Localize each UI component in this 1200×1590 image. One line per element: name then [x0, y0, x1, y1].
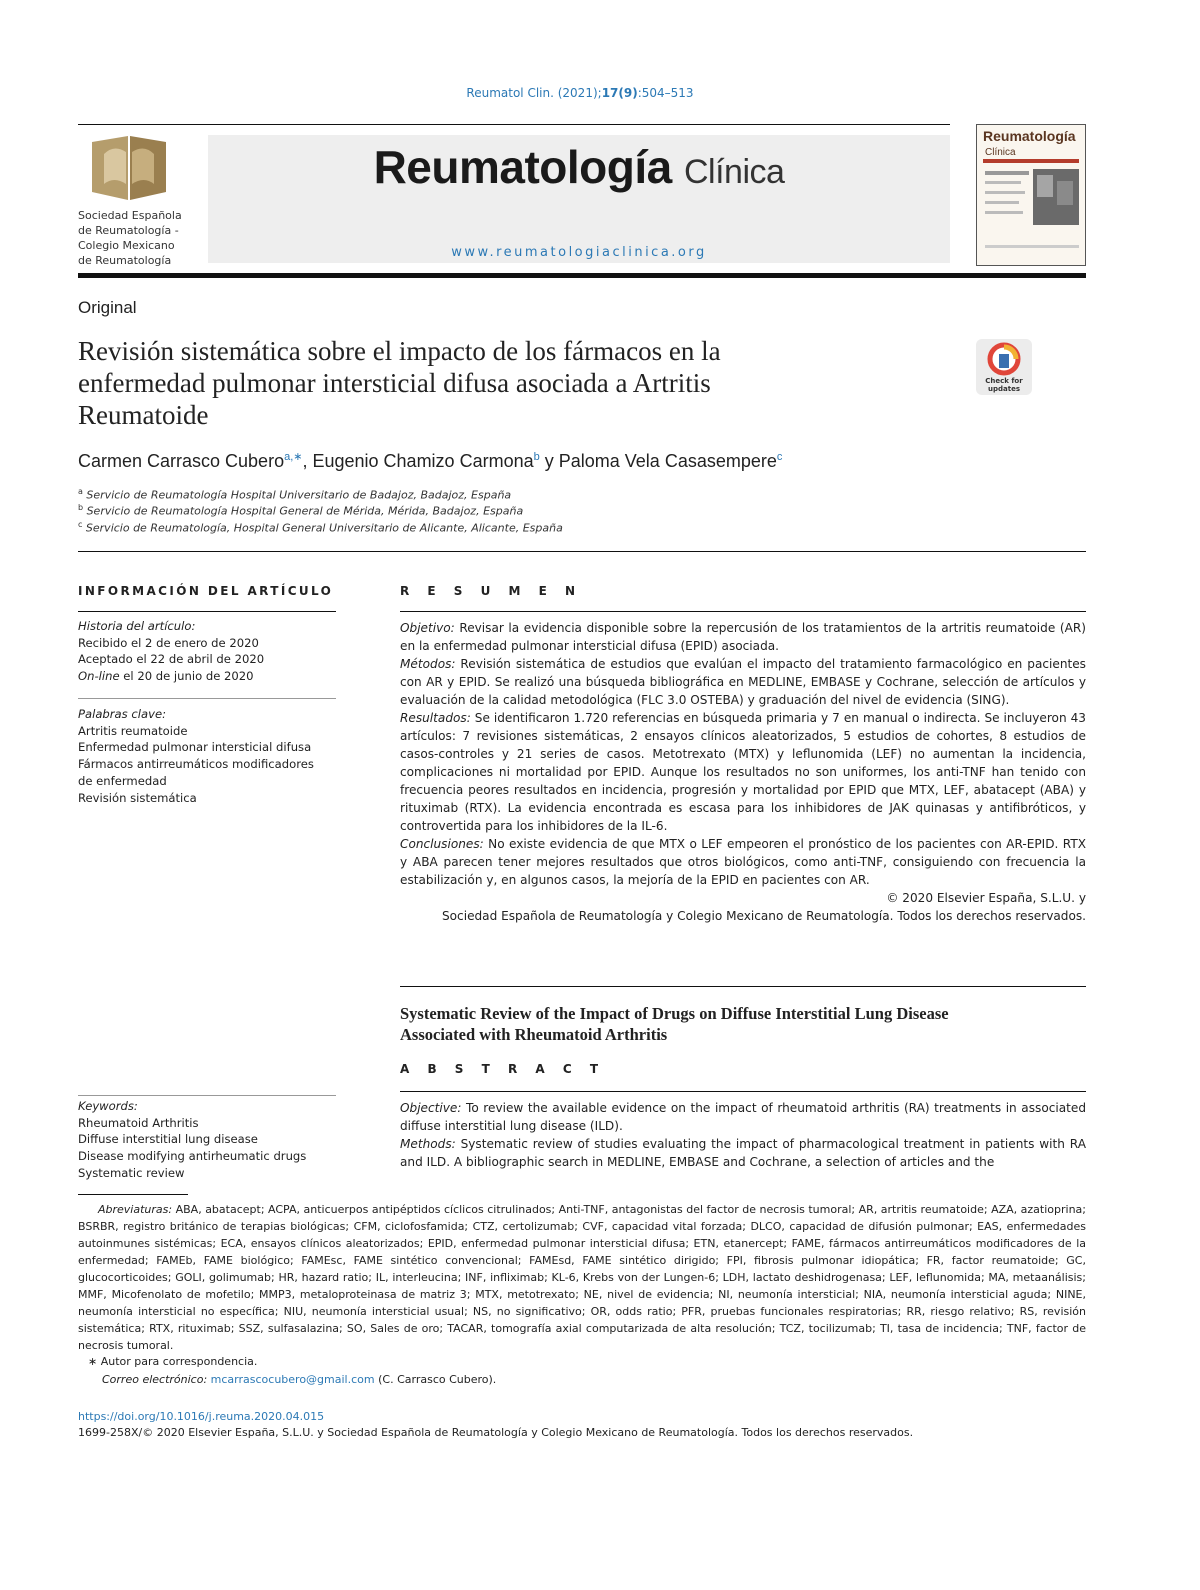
article-history: Historia del artículo: Recibido el 2 de enero de 2020 Aceptado el 22 de abril de 2020 On-line el 20 de junio de 2020 — [78, 619, 265, 684]
journal-cover-thumbnail[interactable]: Reumatología Clínica — [976, 124, 1086, 266]
author-list: Carmen Carrasco Cubero$^{a,∗}$, Eugenio Chamizo Carmona$^b$ y Paloma Vela Casasempere$^c$ — [78, 451, 783, 471]
keyword: Artritis reumatoide — [78, 723, 188, 738]
keyword: Rheumatoid Arthritis — [78, 1115, 199, 1130]
affiliation: $^b$ Servicio de Reumatología Hospital General de Mérida, Mérida, Badajoz, España — [78, 503, 524, 518]
affiliation: $^c$ Servicio de Reumatología, Hospital General Universitario de Alicante, Alicante, España — [78, 520, 563, 535]
abstract-heading: A B S T R A C T — [400, 1062, 606, 1076]
email-link[interactable]: mcarrascocubero@gmail.com — [210, 1373, 375, 1386]
affiliation: $^a$ Servicio de Reumatología Hospital Universitario de Badajoz, Badajoz, España — [78, 487, 512, 502]
keyword: Disease modifying antirheumatic drugs — [78, 1149, 307, 1164]
society-name: Sociedad Española de Reumatología - Colegio Mexicano de Reumatología — [78, 209, 182, 267]
author-name[interactable]: Eugenio Chamizo Carmona — [312, 451, 534, 471]
keyword: Revisión sistemática — [78, 790, 197, 805]
author-name[interactable]: Paloma Vela Casasempere — [558, 451, 777, 471]
journal-url-link[interactable]: www.reumatologiaclinica.org — [451, 245, 707, 260]
header-rule — [78, 124, 950, 125]
journal-title: Reumatología Clínica — [373, 141, 785, 193]
check-for-updates-button[interactable]: Check for updates — [976, 339, 1032, 395]
masthead-divider — [78, 273, 1086, 278]
issn-copyright: 1699-258X/© 2020 Elsevier España, S.L.U. y Sociedad Española de Reumatología y Colegio Mexicano de Reumatología. Todos los derechos reservados. — [78, 1426, 914, 1439]
email-note: Correo electrónico: mcarrascocubero@gmail.com (C. Carrasco Cubero). — [102, 1373, 497, 1386]
resumen-heading: R E S U M E N — [400, 584, 583, 598]
article-info-heading: INFORMACIÓN DEL ARTÍCULO — [78, 584, 334, 598]
journal-citation[interactable]: Reumatol Clin. (2021);17(9):504–513 — [466, 86, 694, 100]
keywords-es: Palabras clave: Artritis reumatoide Enfermedad pulmonar intersticial difusa Fármacos antirreumáticos modificadores de enfermedad Revisión sistemática — [78, 706, 340, 806]
keywords-en: Keywords: Rheumatoid Arthritis Diffuse interstitial lung disease Disease modifying antirheumatic drugs Systematic review — [78, 1098, 340, 1182]
article-title: Revisión sistemática sobre el impacto de los fármacos en la enfermedad pulmonar intersticial difusa asociada a Artritis Reumatoide — [78, 336, 721, 430]
abstract-body: Objective: To review the available evidence on the impact of rheumatoid arthritis (RA) treatments in associated diffuse interstitial lung disease (ILD). Methods: Systematic review of studies evaluating the impact of pharmacological treatment in patients with RA and ILD. A bibliographic search in MEDLINE, EMBASE and Cochrane, a selection of articles and the — [400, 1101, 1086, 1169]
society-logo-icon — [92, 136, 166, 200]
abbreviations-footnote: Abreviaturas: ABA, abatacept; ACPA, anticuerpos antipéptidos cíclicos citrulinados; Anti-TNF, antagonistas del factor de necrosis tumoral; AR, artritis reumatoide; AZA, azatioprina; BSRBR, registro británico de terapias biológicas; CFM, ciclofosfamida; CTZ, certolizumab; CVF, capacidad vital forzada; DLCO, capacidad de difusión pulmonar; EAS, enfermedades autoinmunes sistémicas; ECA, ensayos clínicos aleatorizados; EPID, enfermedad pulmonar intersticial difusa; ETN, etanercept; FAME, fármacos antirreumáticos modificadores de la enfermedad; FAMEb, FAME biológico; FAMEsc, FAME sintético convencional; FAMEsd, FAME sintético dirigido; FPI, fibrosis pulmonar idiopática; FR, factor reumatoide; GC, glucocorticoides; GOLI, golimumab; HR, hazard ratio; IL, interleucina; INF, infliximab; KL-6, Krebs von der Lungen-6; LDH, lactato deshidrogenasa; LEF, leflunomida; MA, metaanálisis; MMF, Micofenolato de mofetilo; MMP3, metaloproteinasa de matriz 3; MTX, metotrexato; NE, nivel de evidencia; NI, neumonía intersticial; NIA, neumonía intersticial aguda; NINE, neumonía intersticial no específica; NIU, neumonía intersticial usual; NS, no significativo; OR, odds ratio; PFR, pruebas funcionales respiratorias; RR, riesgo relativo; RS, revisión sistemática; RTX, rituximab; SSZ, sulfasalazina; SO, Sales de oro; TACAR, tomografía axial computarizada de alta resolución; TCZ, tocilizumab; TI, tasa de incidencia; TNF, factor de necrosis tumoral. — [78, 1203, 1086, 1352]
keyword: Enfermedad pulmonar intersticial difusa — [78, 740, 312, 755]
keyword: Diffuse interstitial lung disease — [78, 1132, 258, 1147]
keyword: Systematic review — [78, 1165, 185, 1180]
resumen-body: Objetivo: Revisar la evidencia disponible sobre la repercusión de los tratamientos de la artritis reumatoide (AR) en la enfermedad pulmonar intersticial difusa (EPID) asociada. Métodos: Revisión sistemática de estudios que evalúan el impacto del tratamiento farmacológico en pacientes con AR y EPID. Se realizó una búsqueda bibliográfica en MEDLINE, EMBASE y Cochrane, selección de artículos y evaluación de la calidad metodológica (FLC 3.0 OSTEBA) y graduación del nivel de evidencia (SING). Resultados: Se identificaron 1.720 referencias en búsqueda primaria y 7 en manual o indirecta. Se incluyeron 43 artículos: 7 revisiones sistemáticas, 2 ensayos clínicos aleatorizados, 5 estudios de cohortes, 8 estudios de casos-controles y 21 series de casos. Metotrexato (MTX) y leflunomida (LEF) no aumentan la incidencia, complicaciones ni mortalidad por EPID. Aunque los resultados no son uniformes, los anti-TNF han tenido con frecuencia peores resultados en incidencia, progresión y mortalidad por EPID que MTX, LEF, abatacept (ABA) y rituximab (RTX). La evidencia encontrada es escasa para los inhibidores de JAK quinasas y antifibróticos, y controvertida para los inhibidores de la IL-6. Conclusiones: No existe evidencia de que MTX o LEF empeoren el pronóstico de los pacientes con AR-EPID. RTX y ABA parecen tener mejores resultados que otros biológicos, como anti-TNF, consiguiendo con frecuencia la estabilización y, en algunos casos, la mejoría de la EPID en pacientes con AR. © 2020 Elsevier España, S.L.U. y Sociedad Española de Reumatología y Colegio Mexicano de Reumatología. Todos los derechos reservados. — [400, 621, 1086, 923]
author-name[interactable]: Carmen Carrasco Cubero — [78, 451, 285, 471]
keyword: Fármacos antirreumáticos modificadores — [78, 757, 314, 772]
affiliations-divider — [78, 551, 1086, 552]
keyword: de enfermedad — [78, 773, 167, 788]
article-type: Original — [78, 298, 137, 317]
doi-link[interactable]: https://doi.org/10.1016/j.reuma.2020.04.015 — [78, 1410, 325, 1423]
corresponding-author-note: ∗ Autor para correspondencia. — [88, 1355, 258, 1368]
english-title: Systematic Review of the Impact of Drugs on Diffuse Interstitial Lung Disease Associated with Rheumatoid Arthritis — [400, 1004, 949, 1044]
